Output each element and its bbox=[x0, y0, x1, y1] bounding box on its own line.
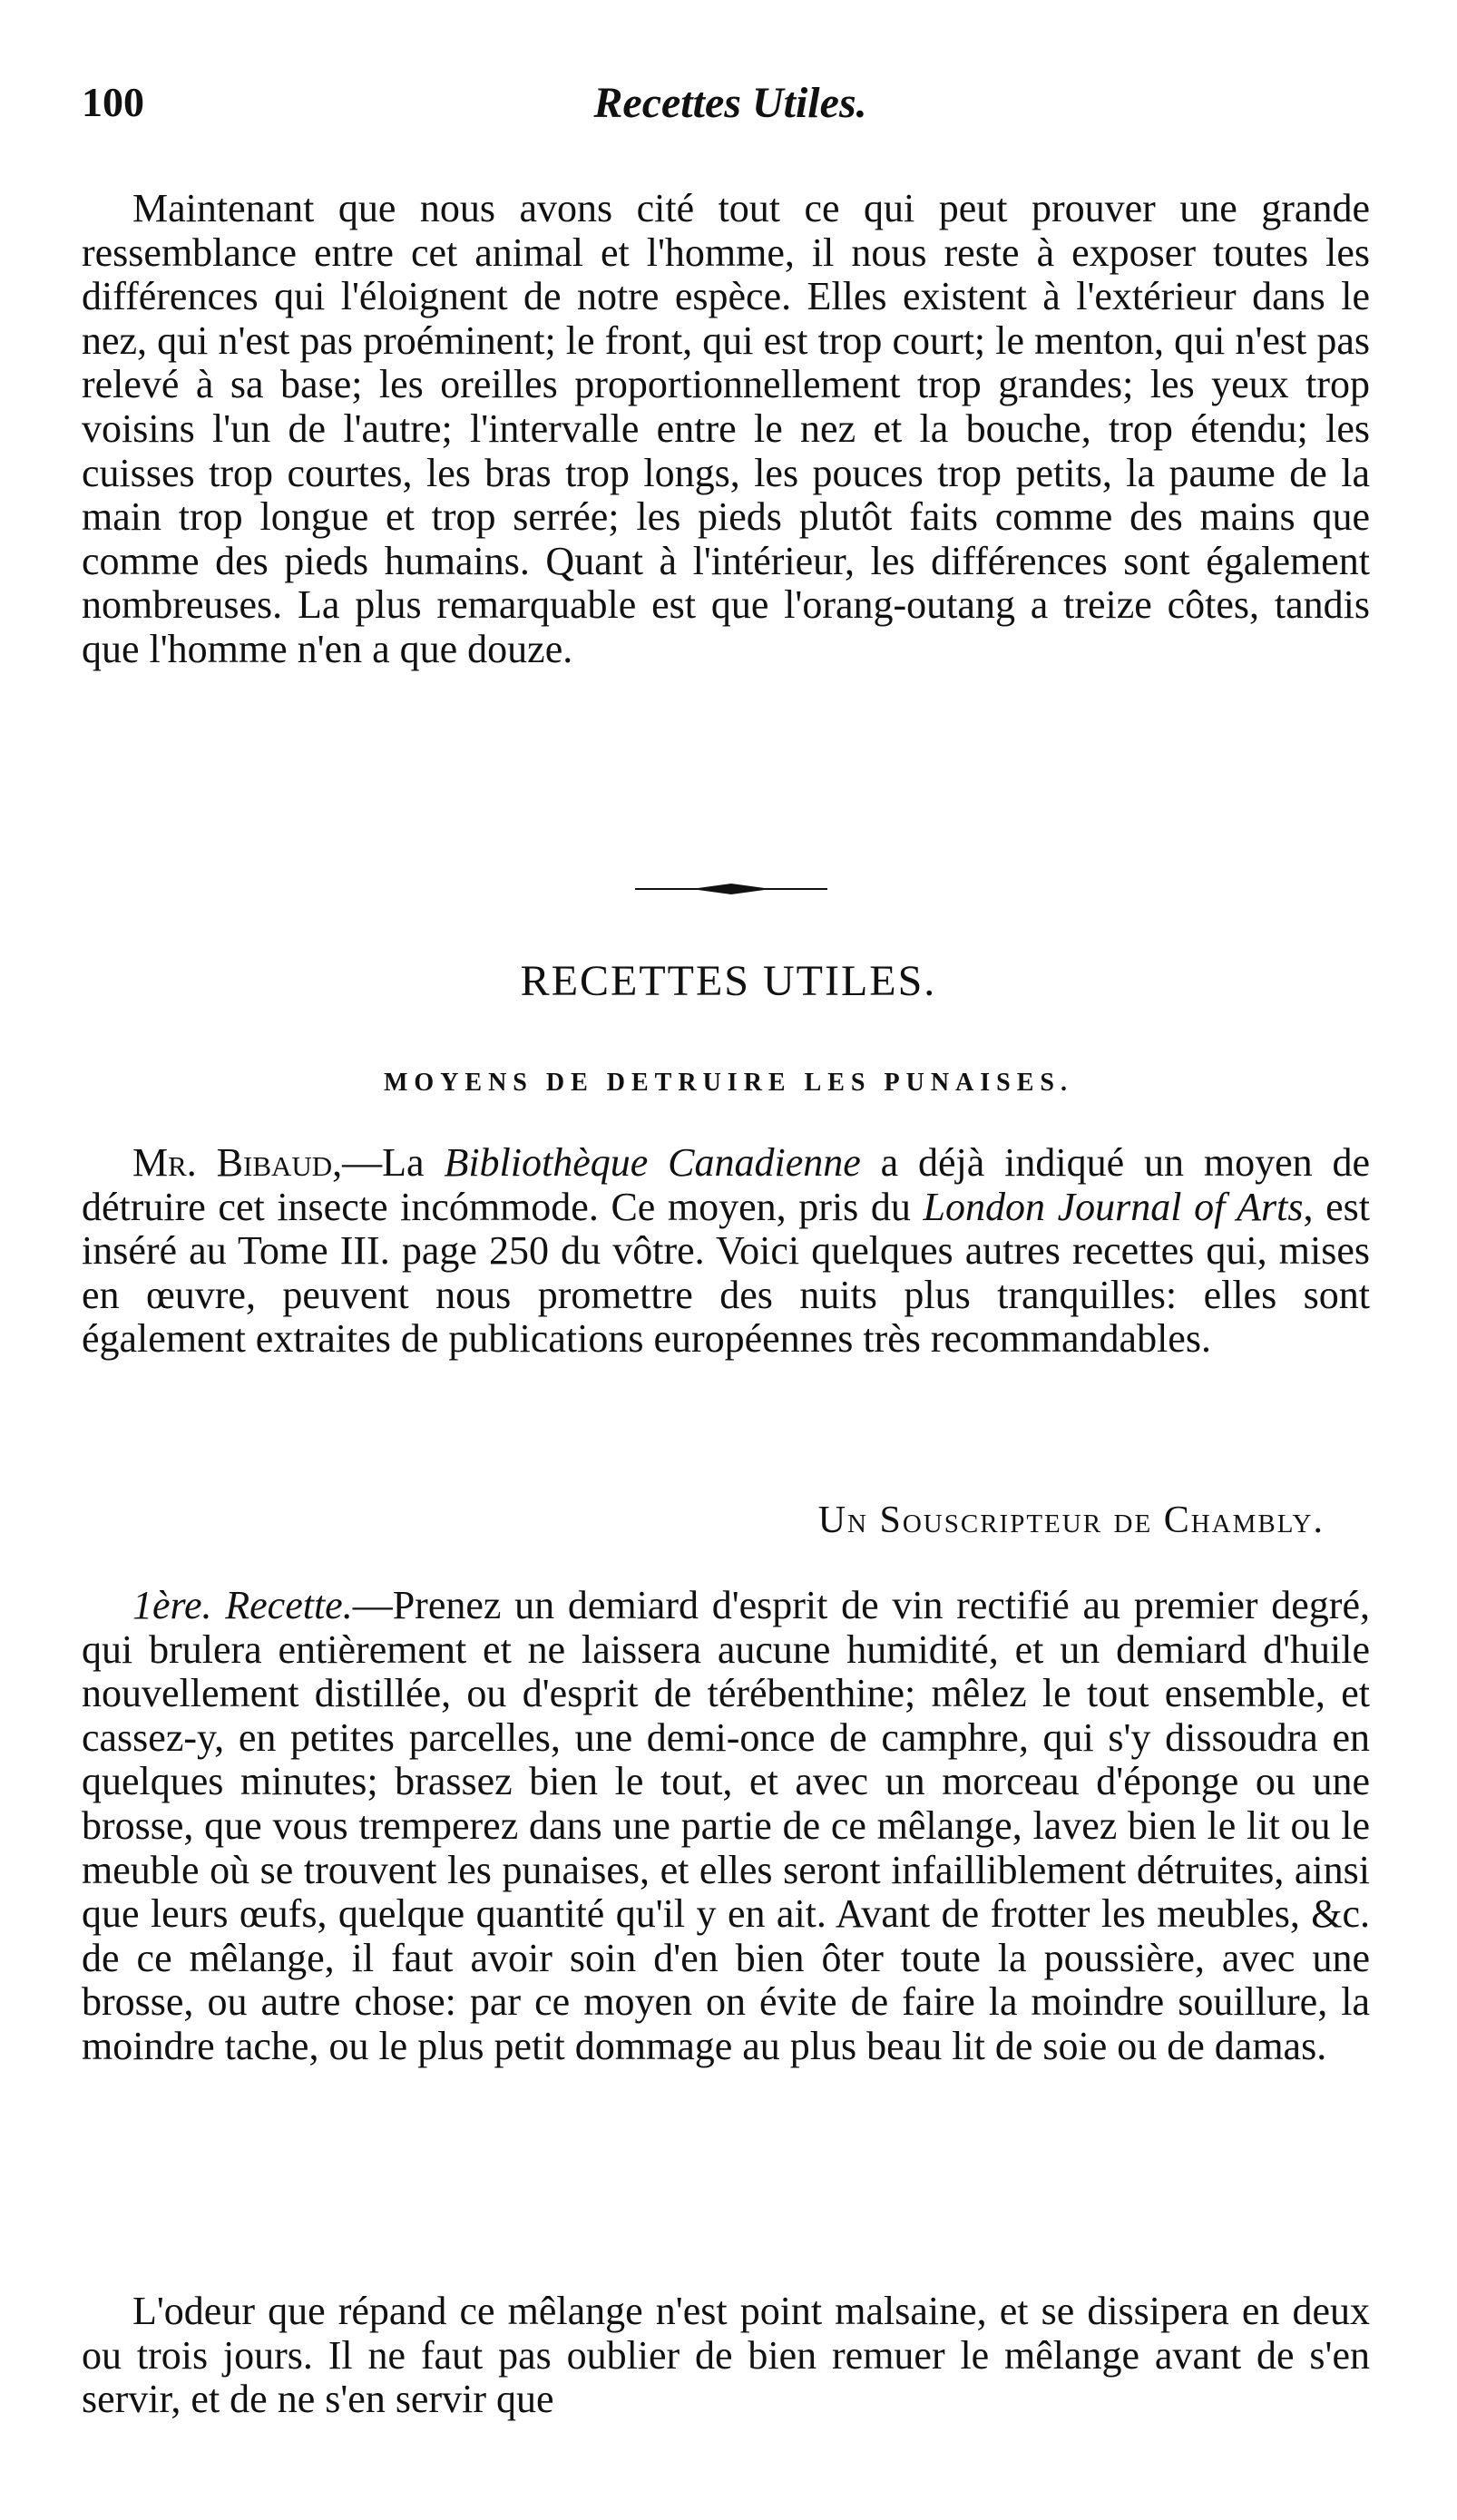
journal-title-london: London Journal of Arts bbox=[923, 1184, 1304, 1229]
subsection-title: MOYENS DE DETRUIRE LES PUNAISES. bbox=[383, 1069, 1073, 1097]
signature: Un Souscripteur de Chambly. bbox=[817, 1499, 1325, 1541]
running-title: Recettes Utiles. bbox=[593, 79, 867, 127]
letter-text-1: —La bbox=[342, 1140, 445, 1185]
page-number: 100 bbox=[82, 79, 144, 125]
letter-paragraph bbox=[82, 1141, 1370, 1362]
recipe-1-paragraph bbox=[82, 1584, 1370, 2069]
recipe-1-label: 1ère. Recette. bbox=[132, 1583, 353, 1627]
journal-title-bibliotheque: Bibliothèque Canadienne bbox=[444, 1140, 861, 1185]
page-header bbox=[82, 78, 1379, 142]
recipe-1-text: —Prenez un demiard d'esprit de vin rectifié au premier degré, qui brulera entièrement et ne laissera aucune humidité, et un demiard d'huile nouvellement distillée, ou d'esprit de térébenthine; mêlez le tout ensemble, et cassez-y, en petites parcelles, une demi-once de camphre, qui s'y dissoudra en quelques minutes; brassez bien le tout, et avec un morceau d'éponge ou une brosse, que vous tremperez dans une partie de ce mêlange, lavez bien le lit ou le meuble où se trouvent les punaises, et elles seront infailliblement détruites, ainsi que leurs œufs, quelque quantité qu'il y en ait. Avant de frotter les meubles, &c. de ce mêlange, il faut avoir soin d'en bien ôter toute la poussière, avec une brosse, ou autre chose: par ce moyen on évite de faire la moindre souillure, la moindre tache, ou le plus petit dommage au plus beau lit de soie ou de damas. bbox=[82, 1583, 1370, 2068]
odor-paragraph: L'odeur que répand ce mêlange n'est point malsaine, et se dissipera en deux ou trois jours. Il ne faut pas oublier de bien remuer le mêlange avant de s'en servir, et de ne s'en servir que bbox=[82, 2289, 1370, 2422]
ornamental-divider bbox=[635, 882, 827, 896]
letter-text-2: a déjà indiqué un moyen de détruire cet insecte incómmode. Ce moyen, pris du bbox=[82, 1140, 1370, 1229]
letter-text-3: , est inséré au Tome III. page 250 du vôtre. Voici quelques autres recettes qui, mises en œuvre, peuvent nous promettre des nuits plus tranquilles: elles sont également extraites de publications européennes très recommandables. bbox=[82, 1184, 1370, 1362]
intro-paragraph: Maintenant que nous avons cité tout ce qui peut prouver une grande ressemblance entre cet animal et l'homme, il nous reste à exposer toutes les différences qui l'éloignent de notre espèce. Elles existent à l'extérieur dans le nez, qui n'est pas proéminent; le front, qui est trop court; le menton, qui n'est pas relevé à sa base; les oreilles proportionnellement trop grandes; les yeux trop voisins l'un de l'autre; l'intervalle entre le nez et la bouche, trop étendu; les cuisses trop courtes, les bras trop longs, les pouces trop petits, la paume de la main trop longue et trop serrée; les pieds plutôt faits comme des mains que comme des pieds humains. Quant à l'intérieur, les différences sont également nombreuses. La plus remarquable est que l'orang-outang a treize côtes, tandis que l'homme n'en a que douze. bbox=[82, 186, 1370, 671]
section-title: RECETTES UTILES. bbox=[520, 957, 937, 1005]
salutation: Mr. Bibaud, bbox=[132, 1140, 343, 1185]
